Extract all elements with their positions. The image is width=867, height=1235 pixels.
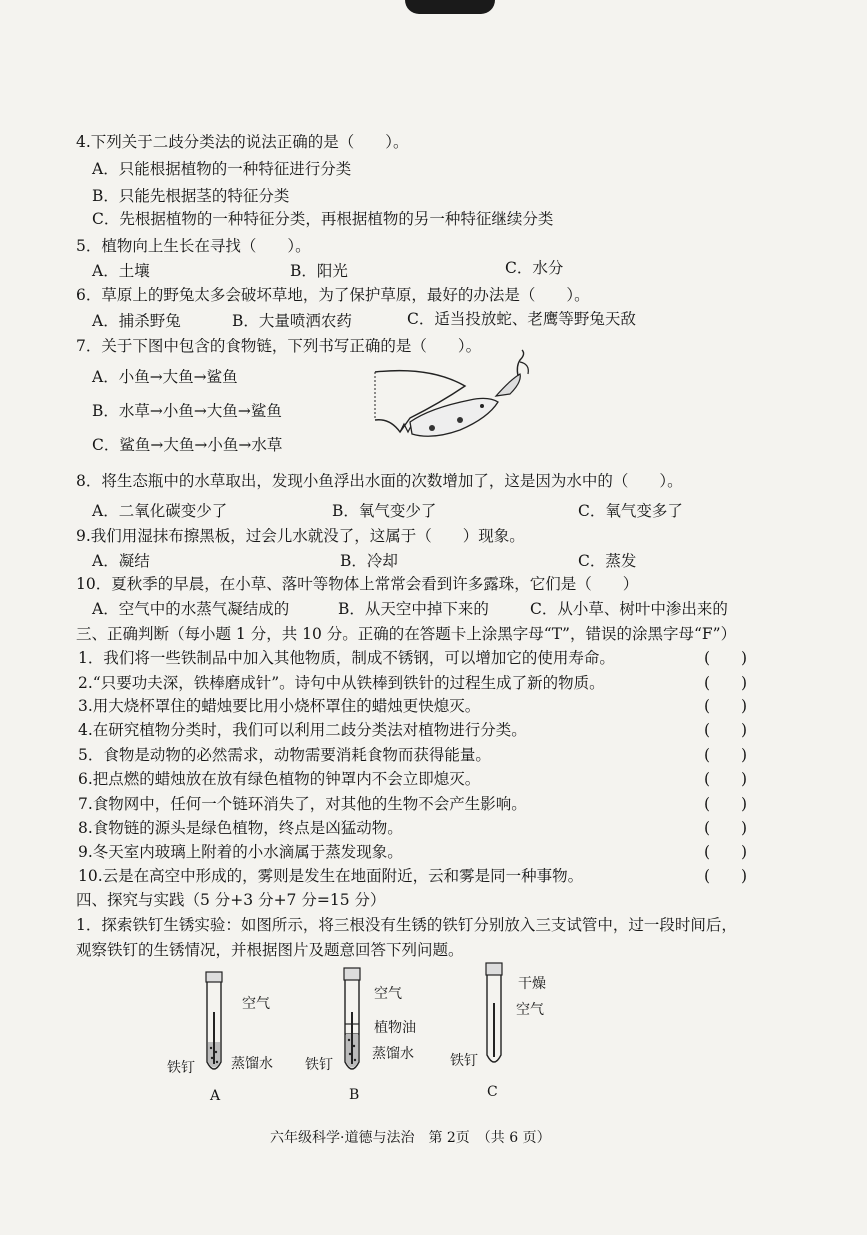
tube-b-letter: B	[349, 1087, 360, 1103]
question-7-option-c: C．鲨鱼→大鱼→小鱼→水草	[92, 436, 283, 454]
section-4-q1-line1: 1．探索铁钉生锈实验：如图所示，将三根没有生锈的铁钉分别放入三支试管中，过一段时间后，	[76, 916, 737, 934]
tube-b-water-label: 蒸馏水	[372, 1046, 414, 1062]
judge-paren-3: ( )	[704, 697, 748, 715]
section-3-title: 三、正确判断（每小题 1 分，共 10 分。正确的在答题卡上涂黑字母“T”，错误的涂黑字母“F”）	[76, 625, 737, 643]
question-9-option-b: B．冷却	[340, 552, 398, 570]
judge-item-7: 7.食物网中，任何一个链环消失了，对其他的生物不会产生影响。	[78, 795, 527, 813]
question-8-option-a: A．二氧化碳变少了	[92, 502, 228, 520]
scan-artifact	[405, 0, 495, 14]
judge-item-9: 9.冬天室内玻璃上附着的小水滴属于蒸发现象。	[78, 843, 403, 861]
section-4-title: 四、探究与实践（5 分+3 分+7 分=15 分）	[76, 891, 386, 909]
judge-item-8: 8.食物链的源头是绿色植物，终点是凶猛动物。	[78, 819, 403, 837]
judge-paren-10: ( )	[704, 867, 748, 885]
question-5-option-c: C．水分	[505, 259, 564, 277]
question-4-option-c: C．先根据植物的一种特征分类，再根据植物的另一种特征继续分类	[92, 210, 554, 228]
judge-item-1: 1．我们将一些铁制品中加入其他物质，制成不锈钢，可以增加它的使用寿命。	[78, 649, 615, 667]
question-4-option-b: B．只能先根据茎的特征分类	[92, 187, 290, 205]
question-7-option-b: B．水草→小鱼→大鱼→鲨鱼	[92, 402, 282, 420]
judge-item-2: 2.“只要功夫深，铁棒磨成针”。诗句中从铁棒到铁针的过程生成了新的物质。	[78, 674, 605, 692]
question-5-option-a: A．土壤	[92, 262, 150, 280]
judge-paren-5: ( )	[704, 746, 748, 764]
test-tube-c	[480, 963, 520, 1075]
judge-item-6: 6.把点燃的蜡烛放在放有绿色植物的钟罩内不会立即熄灭。	[78, 770, 481, 788]
question-10-option-b: B．从天空中掉下来的	[338, 600, 489, 618]
question-7-option-a: A．小鱼→大鱼→鲨鱼	[92, 368, 238, 386]
question-10-option-a: A．空气中的水蒸气凝结成的	[92, 600, 290, 618]
question-6-stem: 6．草原上的野兔太多会破坏草地，为了保护草原，最好的办法是（ ）。	[76, 286, 590, 304]
question-8-option-b: B．氧气变少了	[332, 502, 437, 520]
tube-b-nail-label: 铁钉	[305, 1057, 333, 1073]
tube-a-water-label: 蒸馏水	[231, 1056, 273, 1072]
question-8-stem: 8．将生态瓶中的水草取出，发现小鱼浮出水面的次数增加了，这是因为水中的（ ）。	[76, 472, 683, 490]
tube-b-oil-label: 植物油	[374, 1020, 416, 1036]
judge-paren-2: ( )	[704, 674, 748, 692]
tube-a-air-label: 空气	[242, 996, 270, 1012]
question-9-option-a: A．凝结	[92, 552, 150, 570]
question-10-option-c: C．从小草、树叶中渗出来的	[530, 600, 728, 618]
judge-paren-7: ( )	[704, 795, 748, 813]
judge-item-5: 5．食物是动物的必然需求，动物需要消耗食物而获得能量。	[78, 746, 491, 764]
question-6-option-b: B．大量喷洒农药	[232, 312, 352, 330]
question-4-stem: 4.下列关于二歧分类法的说法正确的是（ ）。	[76, 133, 409, 151]
tube-a-letter: A	[210, 1088, 221, 1104]
tube-b-air-label: 空气	[374, 986, 402, 1002]
tube-c-dry-label-1: 干燥	[518, 976, 546, 992]
question-9-option-c: C．蒸发	[578, 552, 637, 570]
question-9-stem: 9.我们用湿抹布擦黑板，过会儿水就没了，这属于（ ）现象。	[76, 527, 525, 545]
tube-c-letter: C	[487, 1084, 498, 1100]
tube-c-dry-label-2: 空气	[516, 1002, 544, 1018]
judge-paren-1: ( )	[704, 649, 748, 667]
judge-item-4: 4.在研究植物分类时，我们可以利用二歧分类法对植物进行分类。	[78, 721, 527, 739]
question-5-option-b: B．阳光	[290, 262, 348, 280]
judge-paren-9: ( )	[704, 843, 748, 861]
judge-item-10: 10.云是在高空中形成的，雾则是发生在地面附近，云和雾是同一种事物。	[78, 867, 584, 885]
tube-c-nail-label: 铁钉	[450, 1053, 478, 1069]
judge-paren-4: ( )	[704, 721, 748, 739]
food-chain-figure	[370, 348, 540, 458]
question-7-stem: 7．关于下图中包含的食物链，下列书写正确的是（ ）。	[76, 337, 482, 355]
judge-paren-6: ( )	[704, 770, 748, 788]
question-5-stem: 5．植物向上生长在寻找（ ）。	[76, 237, 311, 255]
question-8-option-c: C．氧气变多了	[578, 502, 683, 520]
tube-a-nail-label: 铁钉	[167, 1060, 195, 1076]
section-4-q1-line2: 观察铁钉的生锈情况，并根据图片及题意回答下列问题。	[76, 941, 464, 959]
question-10-stem: 10．夏秋季的早晨，在小草、落叶等物体上常常会看到许多露珠，它们是（ ）	[76, 575, 639, 593]
question-4-option-a: A．只能根据植物的一种特征进行分类	[92, 160, 352, 178]
judge-item-3: 3.用大烧杯罩住的蜡烛要比用小烧杯罩住的蜡烛更快熄灭。	[78, 697, 481, 715]
test-tube-b	[338, 968, 378, 1082]
question-6-option-c: C．适当投放蛇、老鹰等野兔天敌	[407, 310, 636, 328]
question-6-option-a: A．捕杀野兔	[92, 312, 181, 330]
page-footer: 六年级科学·道德与法治 第 2页 （共 6 页）	[270, 1130, 551, 1146]
judge-paren-8: ( )	[704, 819, 748, 837]
